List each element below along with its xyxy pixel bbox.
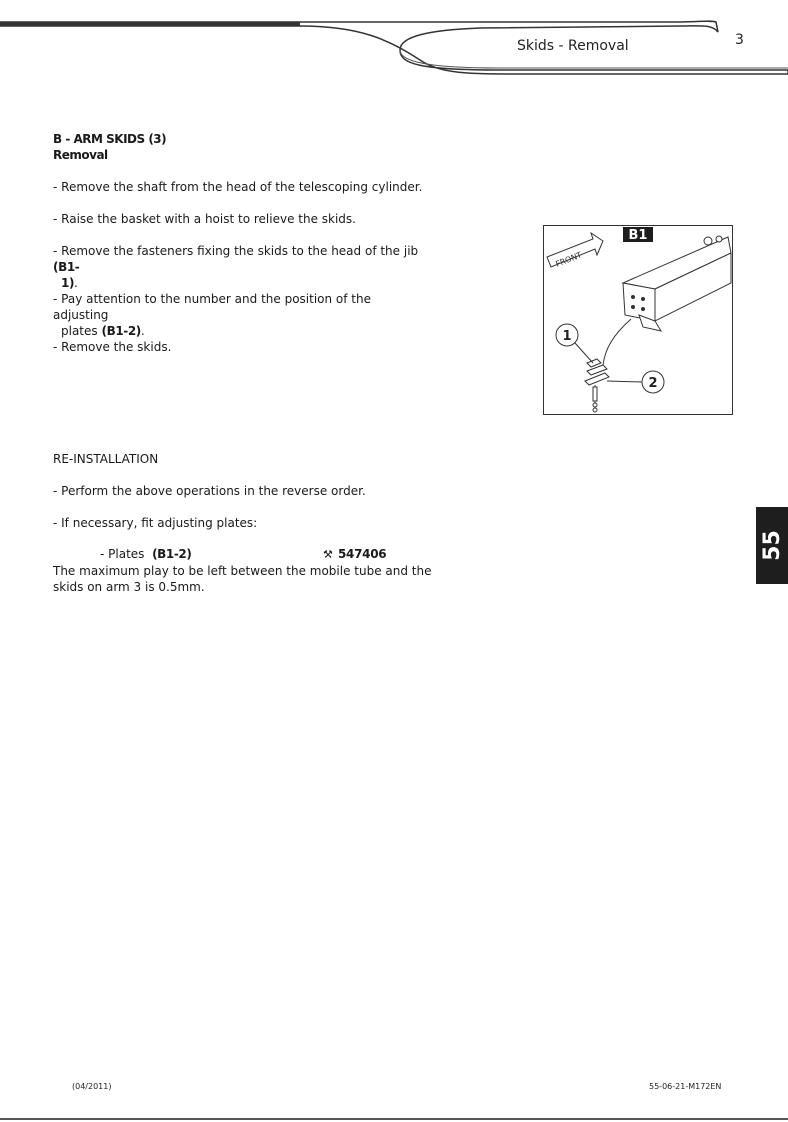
section-title: B - ARM SKIDS (3) xyxy=(53,132,167,146)
reinstallation-note xyxy=(53,563,453,595)
note-line-2: skids on arm 3 is 0.5mm. xyxy=(53,580,205,594)
section-tab-label: 55 xyxy=(759,530,785,561)
removal-step-4-text: - Pay attention to the number and the position of the adjusting xyxy=(53,292,371,322)
removal-step-4: - Pay attention to the number and the position of the adjusting plates (B1-2). xyxy=(53,291,423,339)
footer-rule xyxy=(0,1118,788,1120)
removal-step-3: - Remove the fasteners fixing the skids to the head of the jib (B1- 1). xyxy=(53,244,419,290)
page-number: 3 xyxy=(735,32,744,48)
note-line-1: The maximum play to be left between the mobile tube and the xyxy=(53,564,432,578)
step-3-ref-a: (B1- xyxy=(53,260,80,274)
footer-doc-code: 55-06-21-M172EN xyxy=(649,1082,722,1091)
step-4-line2: plates xyxy=(61,324,98,338)
figure-drawing xyxy=(543,225,733,415)
reinstallation-step-1: - Perform the above operations in the reverse order. xyxy=(53,484,366,498)
step-3-ref-b: 1) xyxy=(61,276,75,290)
removal-step-5: - Remove the skids. xyxy=(53,340,172,354)
tool-code: 547406 xyxy=(338,547,387,561)
removal-step-1: - Remove the shaft from the head of the telescoping cylinder. xyxy=(53,180,423,194)
figure-label: B1 xyxy=(628,228,648,243)
plates-ref: (B1-2) xyxy=(152,547,192,561)
footer-date: (04/2011) xyxy=(72,1082,112,1091)
plates-row xyxy=(53,547,413,563)
reinstallation-step-2: - If necessary, fit adjusting plates: xyxy=(53,516,258,530)
wrench-icon: ⚒ xyxy=(323,548,333,561)
removal-step-2: - Raise the basket with a hoist to relieve the skids. xyxy=(53,212,356,226)
section-heading xyxy=(53,131,166,163)
step-4-ref: (B1-2) xyxy=(101,324,141,338)
figure-b1 xyxy=(543,225,733,415)
header-title: Skids - Removal xyxy=(517,38,629,54)
section-subtitle: Removal xyxy=(53,148,108,162)
section-tab xyxy=(756,507,788,584)
callout-1-label: 1 xyxy=(562,329,572,344)
reinstallation-title: RE-INSTALLATION xyxy=(53,452,159,466)
callout-2-label: 2 xyxy=(648,376,658,391)
removal-step-3-text: - Remove the fasteners fixing the skids to the head of the jib xyxy=(53,244,419,258)
front-label: FRONT xyxy=(554,250,584,269)
plates-label: - Plates (B1-2) xyxy=(100,547,192,561)
header-swoosh xyxy=(0,0,788,80)
